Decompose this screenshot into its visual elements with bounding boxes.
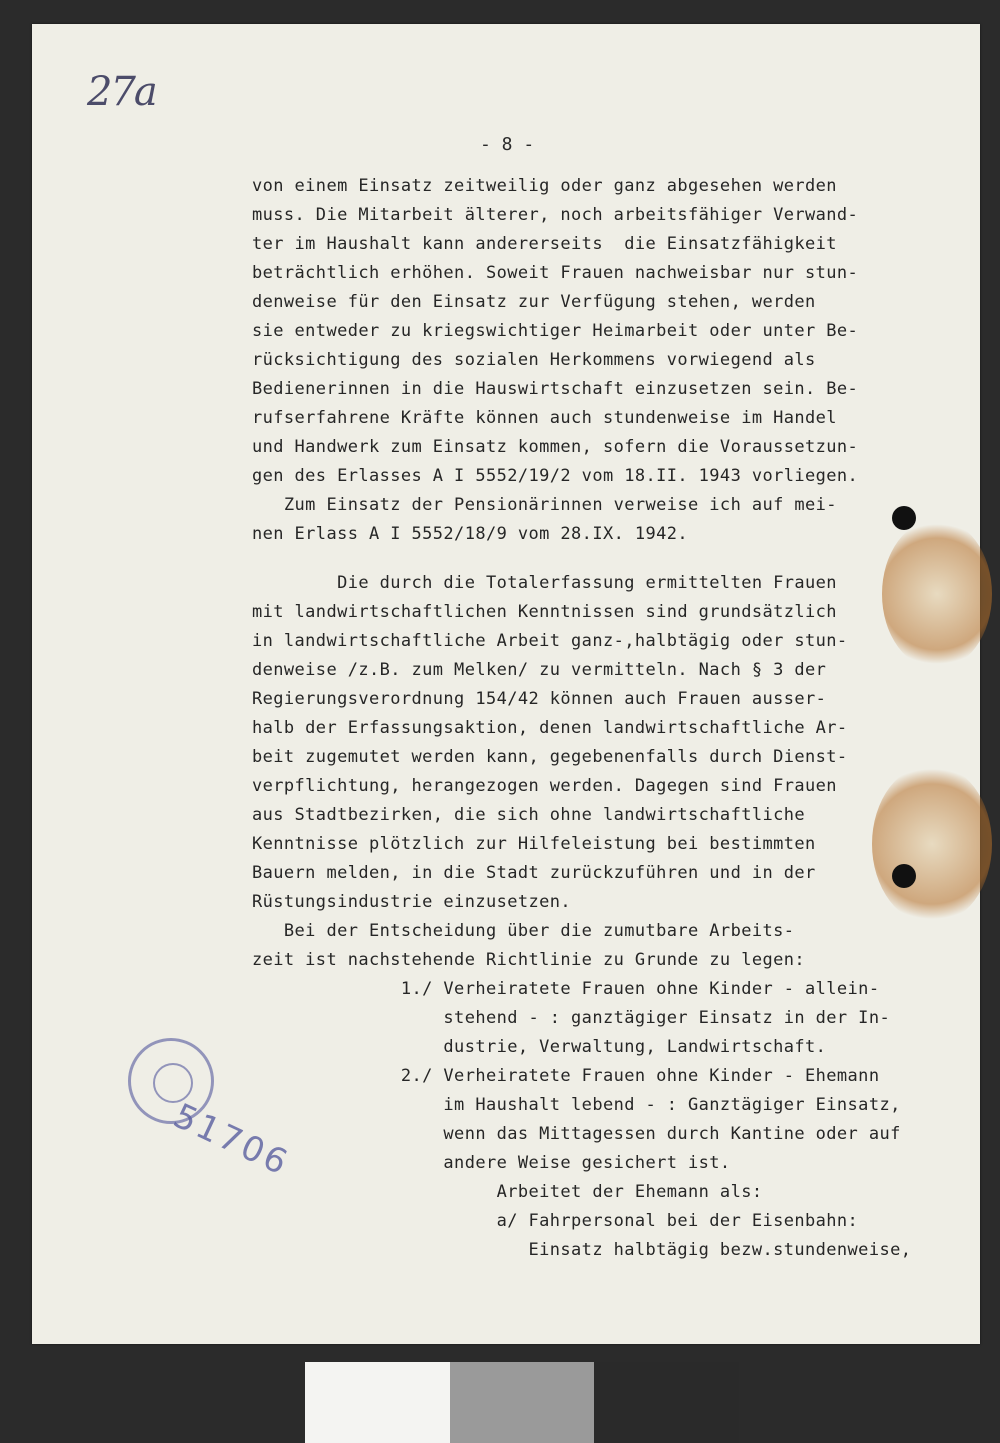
paragraph-1: [252, 172, 932, 549]
list-item-line: 2./ Verheiratete Frauen ohne Kinder - Ehemann: [252, 1066, 880, 1086]
text-line: gen des Erlasses A I 5552/19/2 vom 18.II. 1943 vorliegen.: [252, 466, 859, 486]
text-line: beträchtlich erhöhen. Soweit Frauen nachweisbar nur stun-: [252, 263, 859, 283]
page-number: - 8 -: [480, 134, 535, 155]
text-line: Regierungsverordnung 154/42 können auch Frauen ausser-: [252, 689, 827, 709]
typed-body-text: [252, 172, 932, 1265]
list-item-line: wenn das Mittagessen durch Kantine oder auf: [252, 1124, 901, 1144]
text-line: und Handwerk zum Einsatz kommen, sofern die Voraussetzun-: [252, 437, 859, 457]
text-line: verpflichtung, herangezogen werden. Dagegen sind Frauen: [252, 776, 837, 796]
text-line: von einem Einsatz zeitweilig oder ganz abgesehen werden: [252, 176, 837, 196]
text-line: Einsatz halbtägig bezw.stundenweise,: [252, 1240, 912, 1260]
text-line: beit zugemutet werden kann, gegebenenfalls durch Dienst-: [252, 747, 848, 767]
text-line: muss. Die Mitarbeit älterer, noch arbeitsfähiger Verwand-: [252, 205, 859, 225]
text-line: sie entweder zu kriegswichtiger Heimarbeit oder unter Be-: [252, 321, 859, 341]
text-line: denweise /z.B. zum Melken/ zu vermitteln. Nach § 3 der: [252, 660, 827, 680]
text-line: Die durch die Totalerfassung ermittelten Frauen: [252, 573, 837, 593]
calibration-black: [594, 1362, 739, 1443]
text-line: Rüstungsindustrie einzusetzen.: [252, 892, 572, 912]
text-line: Arbeitet der Ehemann als:: [252, 1182, 763, 1202]
text-line: Zum Einsatz der Pensionärinnen verweise ich auf mei-: [252, 495, 837, 515]
text-line: rücksichtigung des sozialen Herkommens vorwiegend als: [252, 350, 816, 370]
text-line: Bei der Entscheidung über die zumutbare Arbeits-: [252, 921, 795, 941]
text-line: Kenntnisse plötzlich zur Hilfeleistung bei bestimmten: [252, 834, 816, 854]
text-line: a/ Fahrpersonal bei der Eisenbahn:: [252, 1211, 859, 1231]
calibration-white: [305, 1362, 450, 1443]
list-item-line: 1./ Verheiratete Frauen ohne Kinder - allein-: [252, 979, 880, 999]
document-page: [32, 24, 980, 1344]
rust-stain: [872, 764, 992, 924]
text-line: Bedienerinnen in die Hauswirtschaft einzusetzen sein. Be-: [252, 379, 859, 399]
paragraph-gap: [252, 549, 932, 569]
rust-stain: [882, 519, 992, 669]
paragraph-2: [252, 569, 932, 1265]
handwritten-page-note: 27a: [87, 69, 156, 115]
list-item-line: im Haushalt lebend - : Ganztägiger Einsatz,: [252, 1095, 901, 1115]
text-line: halb der Erfassungsaktion, denen landwirtschaftliche Ar-: [252, 718, 848, 738]
punch-hole: [892, 864, 916, 888]
text-line: zeit ist nachstehende Richtlinie zu Grunde zu legen:: [252, 950, 806, 970]
calibration-gray: [450, 1362, 595, 1443]
list-item-line: andere Weise gesichert ist.: [252, 1153, 731, 1173]
text-line: rufserfahrene Kräfte können auch stundenweise im Handel: [252, 408, 837, 428]
text-line: Bauern melden, in die Stadt zurückzuführen und in der: [252, 863, 816, 883]
punch-hole: [892, 506, 916, 530]
list-item-line: stehend - : ganztägiger Einsatz in der In-: [252, 1008, 891, 1028]
list-item-line: dustrie, Verwaltung, Landwirtschaft.: [252, 1037, 827, 1057]
text-line: in landwirtschaftliche Arbeit ganz-,halbtägig oder stun-: [252, 631, 848, 651]
color-calibration-strip: [305, 1362, 739, 1443]
stamp-number: 51706: [167, 1095, 296, 1185]
text-line: denweise für den Einsatz zur Verfügung stehen, werden: [252, 292, 816, 312]
text-line: mit landwirtschaftlichen Kenntnissen sind grundsätzlich: [252, 602, 837, 622]
text-line: nen Erlass A I 5552/18/9 vom 28.IX. 1942.: [252, 524, 689, 544]
text-line: ter im Haushalt kann andererseits die Einsatzfähigkeit: [252, 234, 837, 254]
text-line: aus Stadtbezirken, die sich ohne landwirtschaftliche: [252, 805, 806, 825]
